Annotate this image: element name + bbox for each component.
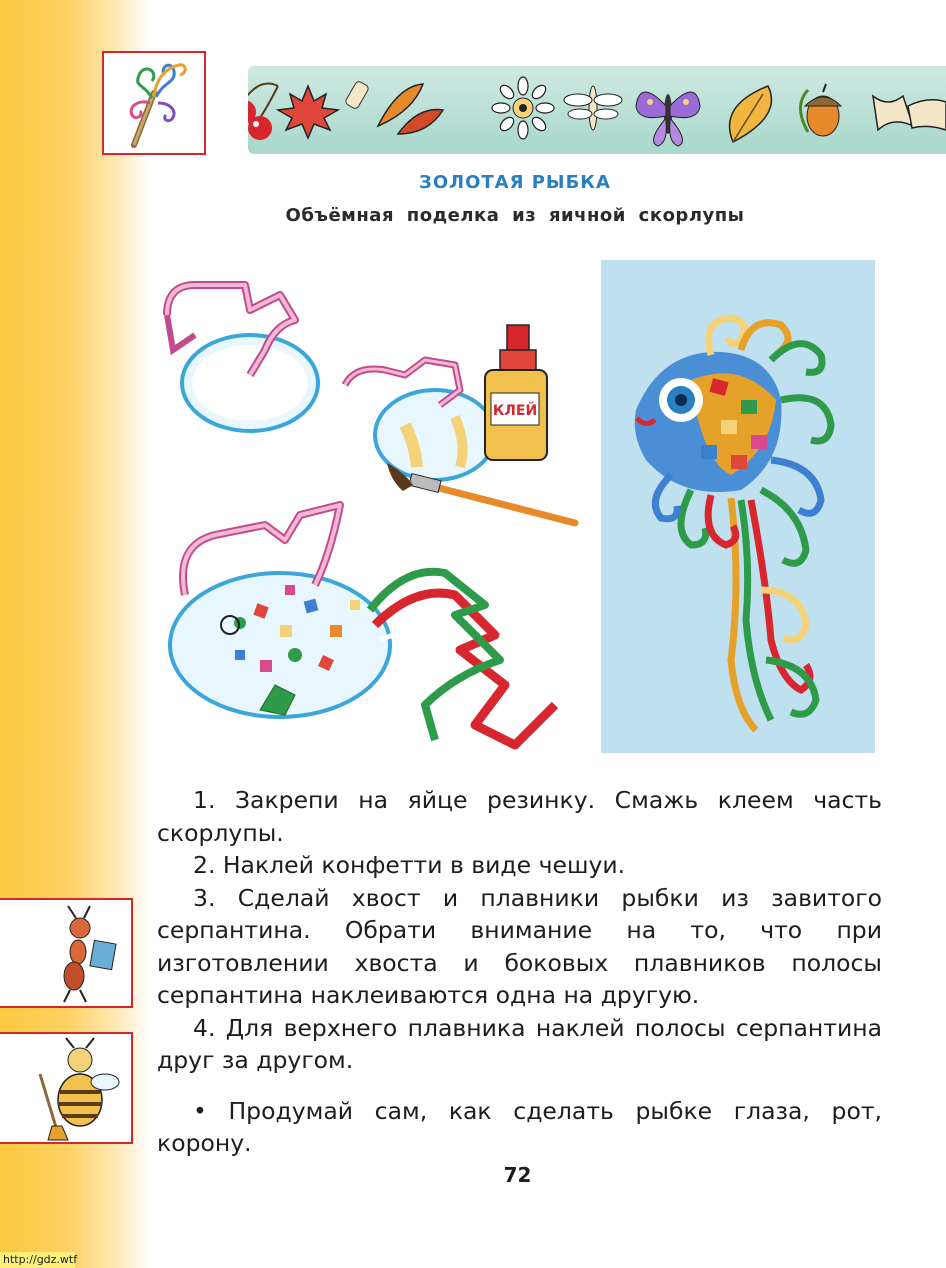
page-subtitle: Объёмная поделка из яичной скорлупы xyxy=(285,205,745,226)
ant-reading-box xyxy=(0,898,133,1008)
step-3: 3. Сделай хвост и плавники рыбки из завитого серпантина. Обрати внимание на то, что при изготовлении хвоста и боковых плавников полосы серпантина наклеиваются одна на другую. xyxy=(157,883,882,1009)
ant-with-book-icon xyxy=(0,900,131,1006)
dragonfly-icon xyxy=(564,86,622,130)
flower-icon xyxy=(492,77,554,139)
finished-fish-photo xyxy=(601,260,875,753)
birch-leaf-icon xyxy=(730,86,772,142)
bee-cleaning-box xyxy=(0,1032,133,1144)
cherries-icon xyxy=(248,84,278,141)
glue-label: КЛЕЙ xyxy=(492,403,538,419)
step-2: 2. Наклей конфетти в виде чешуи. xyxy=(193,851,626,879)
serpentine-tail xyxy=(370,572,555,745)
step-1: 1. Закрепи на яйце резинку. Смажь клеем часть скорлупы. xyxy=(157,786,882,847)
decorated-egg-fish xyxy=(170,505,390,717)
step-4: 4. Для верхнего плавника наклей полосы серпантина друг за другом. xyxy=(157,1013,882,1074)
autumn-leaves-icon xyxy=(378,84,443,134)
page-number: 72 xyxy=(503,1163,532,1187)
pasta-icon xyxy=(344,80,369,110)
maple-leaf-icon xyxy=(278,86,338,138)
decorative-banner xyxy=(248,66,946,154)
butterfly-icon xyxy=(636,92,700,146)
acorn-icon xyxy=(801,84,842,136)
bow-pasta-icon xyxy=(873,96,946,130)
glue-bottle xyxy=(485,325,547,460)
egg-with-glue xyxy=(345,360,495,480)
extra-task: • Продумай сам, как сделать рыбке глаза, рот, корону. xyxy=(157,1096,882,1157)
page-title: ЗОЛОТАЯ РЫБКА xyxy=(419,172,611,193)
section-icon-box xyxy=(102,51,206,155)
egg-with-band xyxy=(167,285,318,431)
quilling-icon xyxy=(104,53,204,153)
watermark: http://gdz.wtf xyxy=(0,1252,75,1268)
bee-with-broom-icon xyxy=(0,1034,131,1142)
craft-steps-illustration xyxy=(155,255,585,755)
instructions xyxy=(157,784,882,1160)
